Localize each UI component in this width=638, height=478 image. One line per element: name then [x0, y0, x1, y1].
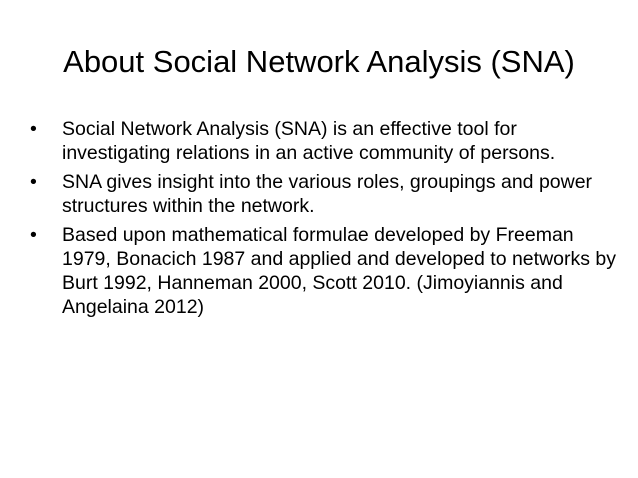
bullet-text: Social Network Analysis (SNA) is an effective tool for investigating relations in an active community of persons. — [62, 118, 556, 164]
bullet-text: SNA gives insight into the various roles, groupings and power structures within the network. — [62, 171, 593, 217]
bullet-item — [30, 170, 620, 218]
bullet-marker: • — [30, 118, 37, 140]
bullet-item — [30, 117, 620, 165]
bullet-marker: • — [30, 224, 37, 246]
bullet-text: Based upon mathematical formulae developed by Freeman 1979, Bonacich 1987 and applied and developed to networks by Burt 1992, Hanneman 2000, Scott 2010. (Jimoyiannis and Angelaina 2012) — [62, 224, 616, 318]
slide-title: About Social Network Analysis (SNA) — [63, 44, 575, 79]
bullet-item — [30, 223, 620, 319]
bullet-marker: • — [30, 171, 37, 193]
bullet-list — [30, 117, 620, 324]
